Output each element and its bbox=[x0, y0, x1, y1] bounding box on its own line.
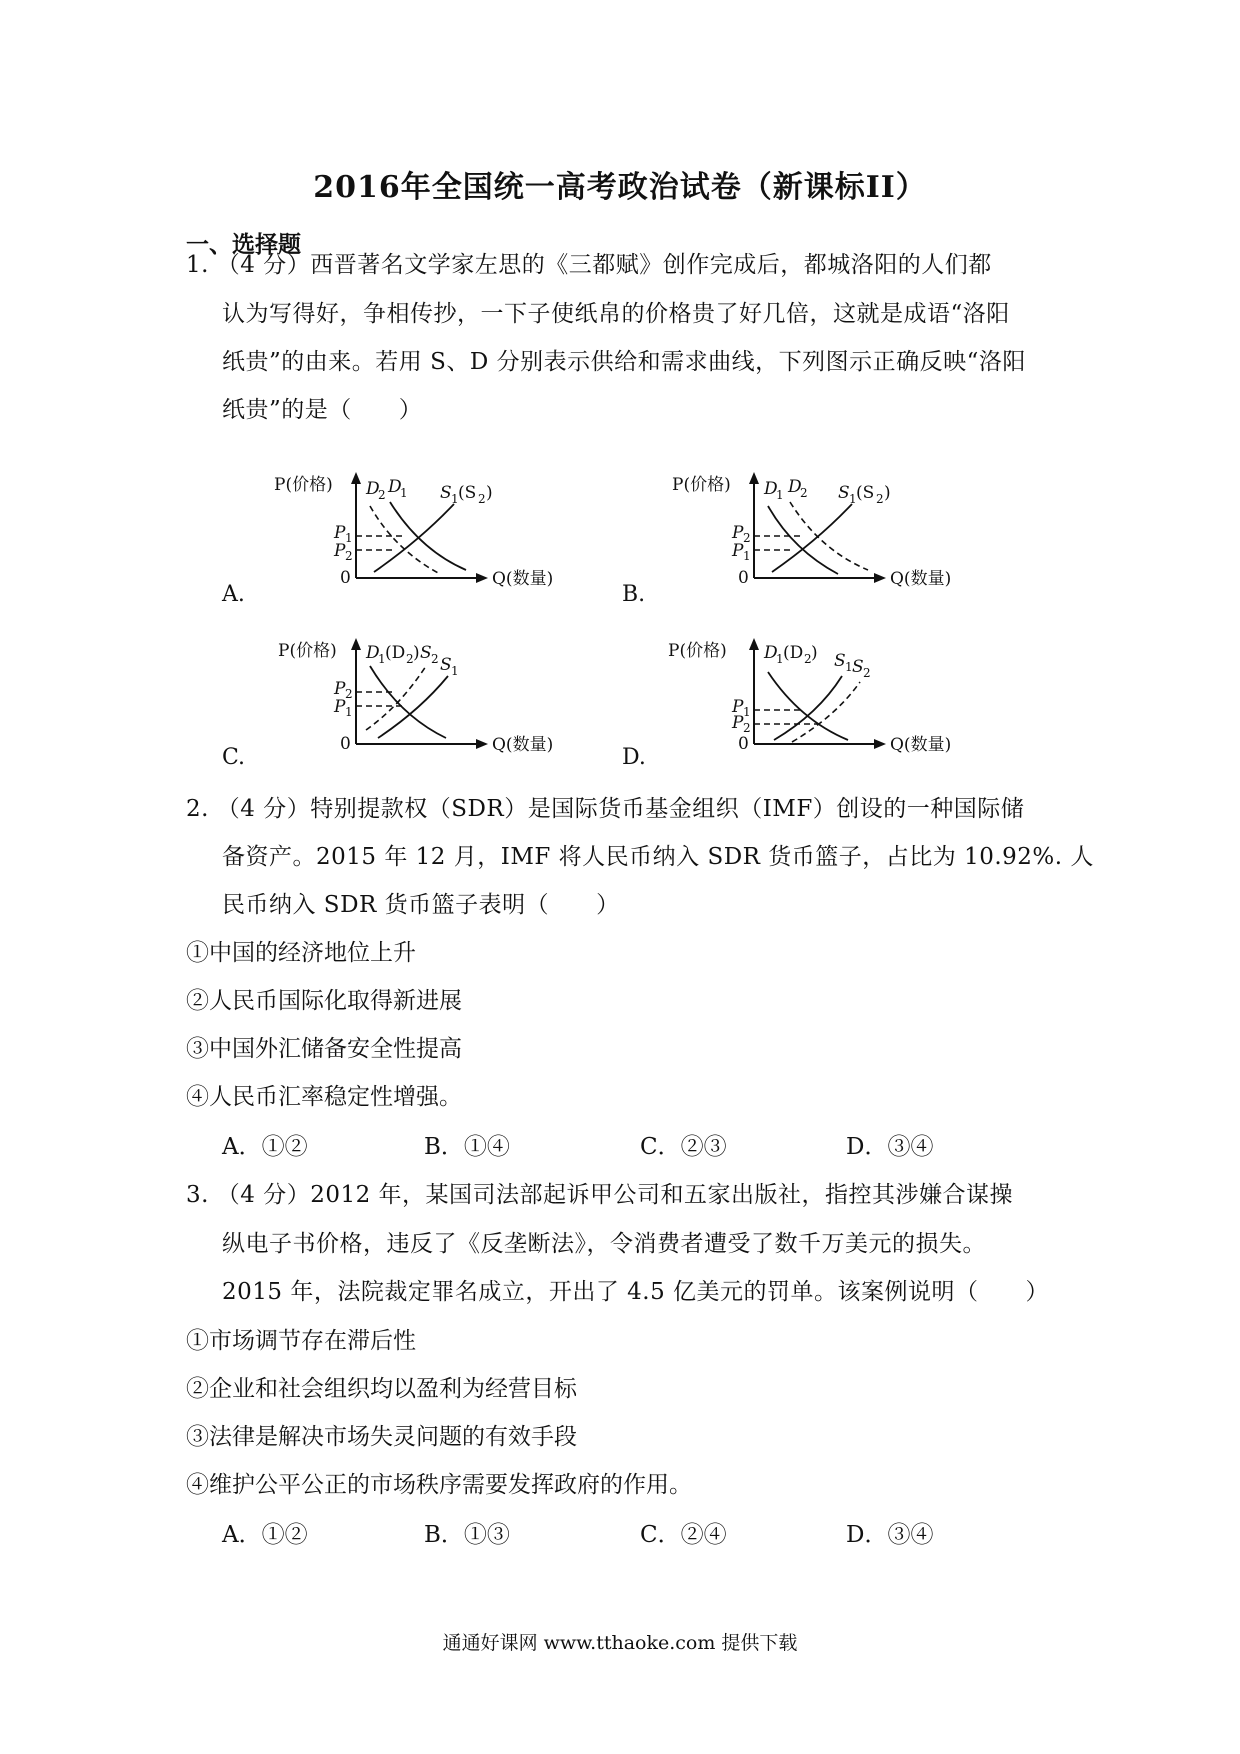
s-close: ) bbox=[486, 483, 493, 503]
s-sub: 1 bbox=[451, 492, 459, 506]
d2-label: D bbox=[366, 479, 380, 499]
s2-sub: 2 bbox=[863, 666, 871, 680]
question-3-option-3: ③法律是解决市场失灵问题的有效手段 bbox=[186, 1424, 577, 1450]
y-axis-label: P(价格) bbox=[278, 641, 337, 661]
p-bot-sub: 1 bbox=[743, 549, 751, 563]
s1-label: S bbox=[834, 651, 846, 671]
d-sub: 1 bbox=[776, 652, 784, 666]
s2-sub: 2 bbox=[431, 652, 439, 666]
p-top-sub: 2 bbox=[345, 687, 353, 701]
origin-label: 0 bbox=[738, 734, 749, 754]
question-2-choice-a: A．①② bbox=[222, 1134, 308, 1160]
graph-b-letter: B. bbox=[622, 582, 646, 607]
s-sub2: 2 bbox=[876, 492, 884, 506]
p-bot-label: P bbox=[732, 713, 744, 733]
y-axis-label: P(价格) bbox=[668, 641, 727, 661]
p-top-label: P bbox=[732, 697, 744, 717]
p-bot-sub: 2 bbox=[743, 721, 751, 735]
question-3-line-2: 纵电子书价格，违反了《反垄断法》，令消费者遭受了数千万美元的损失。 bbox=[222, 1231, 986, 1257]
question-3-choice-d: D．③④ bbox=[846, 1522, 934, 1548]
y-axis-label: P(价格) bbox=[274, 475, 333, 495]
p-top-label: P bbox=[334, 523, 346, 543]
demand-curve-d2 bbox=[790, 502, 868, 570]
question-3-choice-a: A．①② bbox=[222, 1522, 308, 1548]
graph-d-letter: D. bbox=[622, 745, 646, 770]
p-bot-sub: 1 bbox=[345, 705, 353, 719]
demand-curve bbox=[768, 672, 848, 740]
s-paren: (S bbox=[458, 483, 477, 503]
d2-sub: 2 bbox=[378, 488, 386, 502]
question-2-line-2: 备资产。2015 年 12 月，IMF 将人民币纳入 SDR 货币篮子，占比为 10.92%. 人 bbox=[222, 844, 1094, 870]
question-1-line-4: 纸贵”的是（ ） bbox=[222, 397, 423, 423]
question-2-option-2: ②人民币国际化取得新进展 bbox=[186, 988, 462, 1014]
origin-label: 0 bbox=[738, 568, 749, 588]
demand-curve-d1 bbox=[768, 506, 838, 574]
d-sub: 1 bbox=[378, 652, 386, 666]
question-2-option-3: ③中国外汇储备安全性提高 bbox=[186, 1036, 462, 1062]
s2-label: S bbox=[420, 643, 432, 663]
d2-sub: 2 bbox=[800, 486, 808, 500]
x-axis-label: Q(数量) bbox=[492, 569, 554, 589]
y-axis-label: P(价格) bbox=[672, 475, 731, 495]
x-axis-label: Q(数量) bbox=[890, 569, 952, 589]
d-close: ) bbox=[811, 643, 818, 663]
d-close: ) bbox=[413, 643, 420, 663]
question-3-option-2: ②企业和社会组织均以盈利为经营目标 bbox=[186, 1376, 577, 1402]
s-close: ) bbox=[884, 483, 891, 503]
p-top-label: P bbox=[732, 523, 744, 543]
s-sub2: 2 bbox=[478, 492, 486, 506]
question-2-choice-b: B．①④ bbox=[424, 1134, 510, 1160]
page-footer: 通通好课网 www.tthaoke.com 提供下载 bbox=[442, 1632, 798, 1654]
s-label: S bbox=[440, 483, 452, 503]
d-label: D bbox=[366, 643, 380, 663]
s-sub: 1 bbox=[849, 492, 857, 506]
question-3-line-3: 2015 年，法院裁定罪名成立，开出了 4.5 亿美元的罚单。该案例说明（ ） bbox=[222, 1279, 1050, 1305]
origin-label: 0 bbox=[340, 568, 351, 588]
s1-sub: 1 bbox=[845, 660, 853, 674]
d1-sub: 1 bbox=[776, 488, 784, 502]
d-paren: (D bbox=[385, 643, 406, 663]
s2-label: S bbox=[852, 657, 864, 677]
p-top-sub: 1 bbox=[345, 531, 353, 545]
graph-a-letter: A. bbox=[222, 582, 245, 607]
question-2-option-4: ④人民币汇率稳定性增强。 bbox=[186, 1084, 462, 1110]
question-2-option-1: ①中国的经济地位上升 bbox=[186, 940, 416, 966]
question-3-choice-c: C．②④ bbox=[640, 1522, 727, 1548]
demand-curve bbox=[370, 666, 446, 738]
p-top-sub: 1 bbox=[743, 705, 751, 719]
question-1-line-2: 认为写得好，争相传抄，一下子使纸帛的价格贵了好几倍，这就是成语“洛阳 bbox=[222, 301, 1010, 327]
p-bot-label: P bbox=[334, 697, 346, 717]
question-3-line-1: 3. （4 分）2012 年，某国司法部起诉甲公司和五家出版社，指控其涉嫌合谋操 bbox=[186, 1182, 1014, 1208]
question-3-choice-b: B．①③ bbox=[424, 1522, 510, 1548]
origin-label: 0 bbox=[340, 734, 351, 754]
d-label: D bbox=[764, 643, 778, 663]
s-label: S bbox=[838, 483, 850, 503]
x-axis-label: Q(数量) bbox=[890, 735, 952, 755]
supply-curve bbox=[772, 504, 852, 572]
p-top-sub: 2 bbox=[743, 531, 751, 545]
question-1-line-3: 纸贵”的由来。若用 S、D 分别表示供给和需求曲线，下列图示正确反映“洛阳 bbox=[222, 349, 1026, 375]
question-2-choice-c: C．②③ bbox=[640, 1134, 727, 1160]
s1-label: S bbox=[440, 655, 452, 675]
demand-curve-d2 bbox=[370, 506, 440, 574]
question-3-option-4: ④维护公平公正的市场秩序需要发挥政府的作用。 bbox=[186, 1472, 692, 1498]
p-bot-label: P bbox=[732, 541, 744, 561]
graph-c-letter: C. bbox=[222, 745, 246, 770]
d1-sub: 1 bbox=[400, 486, 408, 500]
question-2-line-3: 民币纳入 SDR 货币篮子表明（ ） bbox=[222, 892, 620, 918]
s-paren: (S bbox=[856, 483, 875, 503]
x-axis-label: Q(数量) bbox=[492, 735, 554, 755]
d1-label: D bbox=[388, 477, 402, 497]
graph-c bbox=[270, 636, 570, 756]
p-top-label: P bbox=[334, 679, 346, 699]
question-2-line-1: 2. （4 分）特别提款权（SDR）是国际货币基金组织（IMF）创设的一种国际储 bbox=[186, 796, 1025, 822]
s1-sub: 1 bbox=[451, 664, 459, 678]
supply-curve-s1 bbox=[774, 676, 842, 740]
p-bot-sub: 2 bbox=[345, 549, 353, 563]
question-3-option-1: ①市场调节存在滞后性 bbox=[186, 1328, 416, 1354]
d-sub2: 2 bbox=[804, 652, 812, 666]
d2-label: D bbox=[788, 477, 802, 497]
d-paren: (D bbox=[783, 643, 804, 663]
graph-d bbox=[668, 636, 968, 756]
graph-b bbox=[668, 470, 968, 590]
p-bot-label: P bbox=[334, 541, 346, 561]
page-title: 2016年全国统一高考政治试卷（新课标II） bbox=[313, 170, 927, 205]
section-heading: 一、选择题 bbox=[186, 231, 301, 258]
supply-curve bbox=[374, 504, 454, 572]
d-sub2: 2 bbox=[406, 652, 414, 666]
question-1-line-1: 1. （4 分）西晋著名文学家左思的《三都赋》创作完成后，都城洛阳的人们都 bbox=[186, 252, 992, 278]
graph-a bbox=[270, 470, 570, 590]
question-2-choice-d: D．③④ bbox=[846, 1134, 934, 1160]
d1-label: D bbox=[764, 479, 778, 499]
